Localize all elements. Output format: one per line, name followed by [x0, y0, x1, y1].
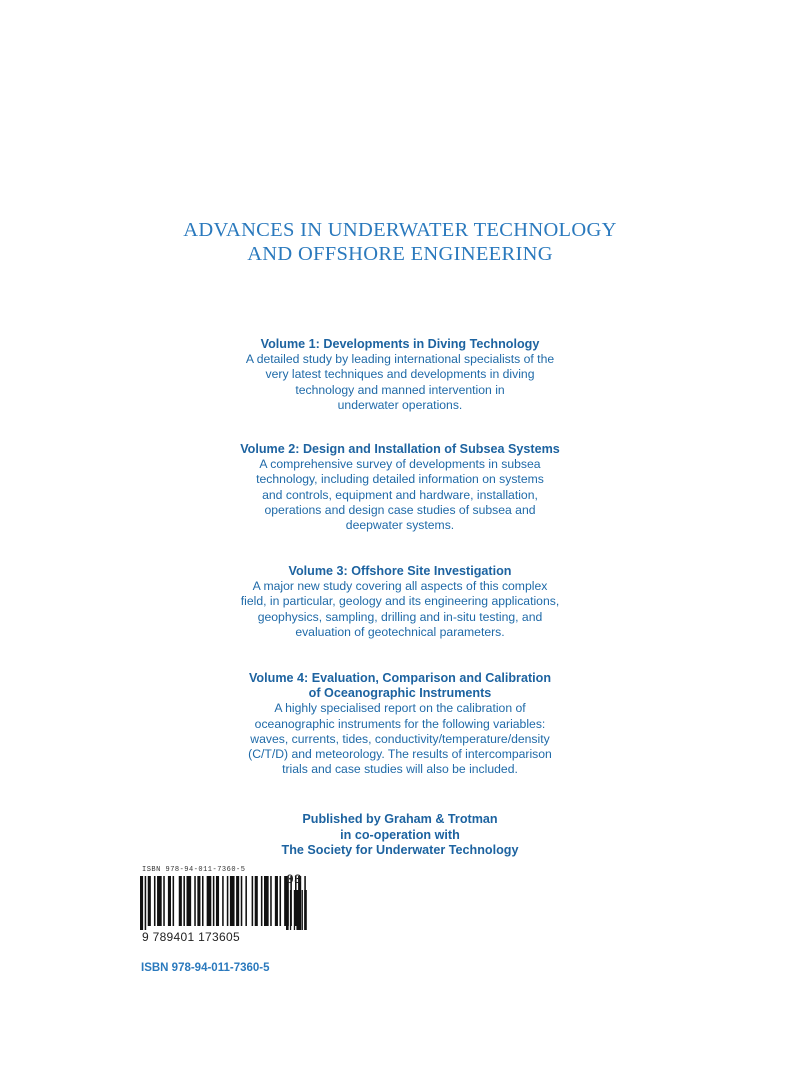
- volume-4-heading: [160, 671, 640, 701]
- volume-3-heading-line: Volume 3: Offshore Site Investigation: [288, 564, 512, 578]
- barcode-bar: [245, 876, 247, 926]
- barcode-bar: [261, 876, 263, 926]
- volume-3-description: [160, 579, 640, 640]
- volume-4-entry: [160, 671, 640, 777]
- barcode-bar: [207, 876, 212, 926]
- barcode-bar: [213, 876, 215, 926]
- barcode-bar: [202, 876, 204, 926]
- barcode-bar: [145, 876, 147, 930]
- volume-4-description-line: (C/T/D) and meteorology. The results of intercomparison: [248, 747, 552, 762]
- volume-2-description: [160, 457, 640, 533]
- volume-2-entry: [160, 442, 640, 533]
- barcode-bar: [252, 876, 254, 926]
- publisher-line-1: Published by Graham & Trotman: [302, 812, 498, 826]
- publisher-line-3: The Society for Underwater Technology: [281, 843, 519, 858]
- volume-3-description-line: field, in particular, geology and its engineering applications,: [240, 594, 560, 609]
- barcode-addon-bar: [294, 890, 295, 930]
- barcode-bar: [227, 876, 229, 926]
- publisher-line-2: in co-operation with: [340, 827, 460, 842]
- volume-1-description-line: technology and manned intervention in: [295, 382, 505, 397]
- barcode-bar: [236, 876, 239, 926]
- volume-3-description-line: A major new study covering all aspects of this complex: [252, 579, 548, 594]
- volume-1-description-line: A detailed study by leading international specialists of the: [245, 352, 555, 367]
- barcode-bar: [264, 876, 269, 926]
- barcode-bar: [179, 876, 182, 926]
- barcode-bar: [157, 876, 162, 926]
- barcode-bar: [154, 876, 156, 926]
- volume-1-entry: [160, 337, 640, 413]
- volume-4-description-line: waves, currents, tides, conductivity/temperature/density: [250, 731, 550, 746]
- volume-2-description-line: A comprehensive survey of developments in subsea: [259, 457, 541, 472]
- barcode-bar: [183, 876, 185, 926]
- barcode-bar: [280, 876, 282, 926]
- volume-4-description: [160, 701, 640, 777]
- volume-4-description-line: trials and case studies will also be included.: [282, 762, 518, 777]
- barcode-bar: [168, 876, 171, 926]
- volume-3-entry: [160, 564, 640, 640]
- barcode-bar: [187, 876, 192, 926]
- barcode-digits: 9 789401 173605: [142, 930, 240, 944]
- series-title: [0, 218, 800, 266]
- barcode-bar: [216, 876, 219, 926]
- barcode-bar: [163, 876, 165, 926]
- volume-1-description-line: underwater operations.: [337, 397, 463, 412]
- volume-4-description-line: A highly specialised report on the calibration of: [274, 701, 526, 716]
- barcode-addon-bar: [302, 890, 303, 930]
- series-title-line-2: AND OFFSHORE ENGINEERING: [247, 243, 553, 265]
- barcode-bar: [222, 876, 224, 926]
- barcode-bars: [140, 876, 310, 932]
- volume-4-description-line: oceanographic instruments for the following variables:: [254, 716, 546, 731]
- barcode-bar: [197, 876, 200, 926]
- barcode-bar: [270, 876, 272, 926]
- volume-3-description-line: geophysics, sampling, drilling and in-situ testing, and: [257, 609, 543, 624]
- barcode-bar: [173, 876, 175, 926]
- isbn-label: ISBN 978-94-011-7360-5: [141, 962, 270, 974]
- volume-4-heading-line: of Oceanographic Instruments: [308, 686, 492, 701]
- volume-2-heading-line: Volume 2: Design and Installation of Subsea Systems: [240, 442, 560, 456]
- volume-2-description-line: deepwater systems.: [345, 518, 455, 533]
- volume-3-heading: [160, 564, 640, 579]
- barcode-bar: [241, 876, 243, 926]
- publisher-credit: [160, 812, 640, 859]
- barcode-addon-bar: [304, 890, 307, 930]
- barcode-bar: [148, 876, 151, 926]
- volume-3-description-line: evaluation of geotechnical parameters.: [295, 624, 505, 639]
- barcode-isbn-top: ISBN 978-94-011-7360-5: [142, 866, 246, 874]
- barcode-bar: [275, 876, 278, 926]
- volume-2-description-line: operations and design case studies of subsea and: [264, 502, 536, 517]
- barcode-bar: [255, 876, 258, 926]
- volume-4-heading-line: Volume 4: Evaluation, Comparison and Calibration: [248, 671, 552, 685]
- barcode-bar: [194, 876, 196, 926]
- barcode-bar: [140, 876, 143, 930]
- barcode-bar: [230, 876, 235, 926]
- series-title-line-1: ADVANCES IN UNDERWATER TECHNOLOGY: [183, 219, 617, 241]
- barcode: [140, 866, 310, 956]
- volume-1-description-line: very latest techniques and developments in diving: [265, 367, 535, 382]
- volume-1-heading: [160, 337, 640, 352]
- barcode-addon-bar: [286, 890, 289, 930]
- barcode-addon-bar: [290, 890, 291, 930]
- barcode-addon-bar: [296, 890, 300, 930]
- volume-1-heading-line: Volume 1: Developments in Diving Technology: [260, 337, 540, 351]
- volume-1-description: [160, 352, 640, 413]
- volume-2-description-line: technology, including detailed information on systems: [256, 472, 544, 487]
- volume-2-description-line: and controls, equipment and hardware, installation,: [262, 487, 538, 502]
- volume-2-heading: [160, 442, 640, 457]
- barcode-addon-digits: 03: [286, 872, 302, 887]
